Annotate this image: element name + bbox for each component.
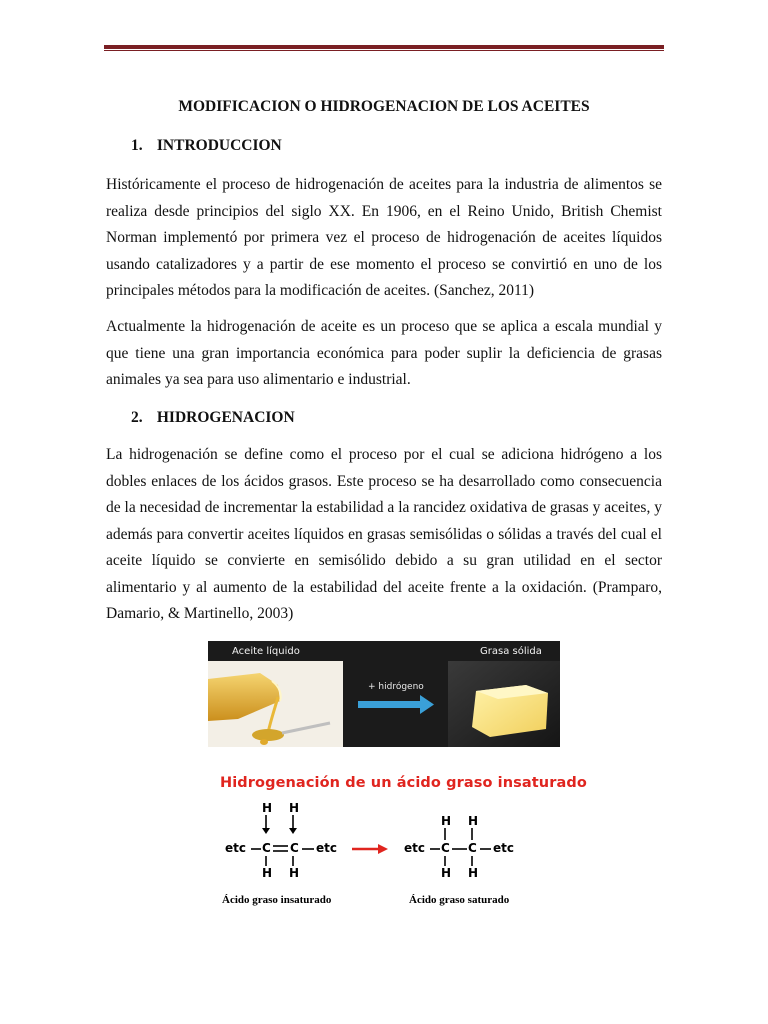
atom-c: C (290, 841, 299, 855)
section-title: INTRODUCCION (156, 137, 282, 154)
atom-h: H (262, 801, 273, 815)
section-number: 2. (131, 409, 143, 426)
section-title: HIDROGENACION (156, 409, 295, 426)
atom-h: H (289, 801, 300, 815)
atom-c: C (468, 841, 477, 855)
paragraph: Históricamente el proceso de hidrogenación de aceites para la industria de alimentos se realiza desde principios del siglo XX. En 1906, en el Reino Unido, British Chemist Norman implementó por primera vez el proceso de hidrogenación de aceites líquidos usando catalizadores y a partir de ese momento el proceso se convirtió en uno de los principales métodos para la modificación de aceites. (Sanchez, 2011) (106, 176, 662, 299)
unsaturated-caption: Ácido graso insaturado (222, 894, 332, 906)
saturated-caption: Ácido graso saturado (409, 894, 510, 906)
atom-h: H (289, 866, 300, 880)
hydrogen-label: + hidrógeno (368, 682, 424, 692)
section-number: 1. (131, 137, 143, 154)
atom-h: H (262, 866, 273, 880)
solid-fat-label: Grasa sólida (480, 646, 542, 657)
paragraph: La hidrogenación se define como el proceso por el cual se adiciona hidrógeno a los dobles enlaces de los ácidos grasos. Este proceso se ha desarrollado como consecuencia de la necesidad de incrementar la estabilidad a la rancidez oxidativa de grasas y aceites, y además para convertir aceites líquidos en grasas semisólidas o sólidas a través del cual el aceite líquido se convierte en semisólido debido a su gran utilidad en el sector alimentario y al aumento de la estabilidad del aceite frente a la oxidación. (Pramparo, Damario, & Martinello, 2003) (106, 446, 662, 622)
liquid-oil-label: Aceite líquido (232, 646, 300, 657)
group-etc: etc (404, 841, 425, 855)
paragraph: Actualmente la hidrogenación de aceite es un proceso que se aplica a escala mundial y que tiene una gran importancia económica para poder suplir la deficiencia de grasas animales ya sea para uso alimentario e industrial. (106, 318, 662, 388)
group-etc: etc (316, 841, 337, 855)
document-title: MODIFICACION O HIDROGENACION DE LOS ACEITES (178, 98, 590, 115)
atom-c: C (441, 841, 450, 855)
group-etc: etc (493, 841, 514, 855)
group-etc: etc (225, 841, 246, 855)
atom-h: H (468, 866, 479, 880)
atom-c: C (262, 841, 271, 855)
atom-h: H (441, 866, 452, 880)
reaction-title: Hidrogenación de un ácido graso insaturado (220, 775, 587, 791)
atom-h: H (468, 814, 479, 828)
atom-h: H (441, 814, 452, 828)
